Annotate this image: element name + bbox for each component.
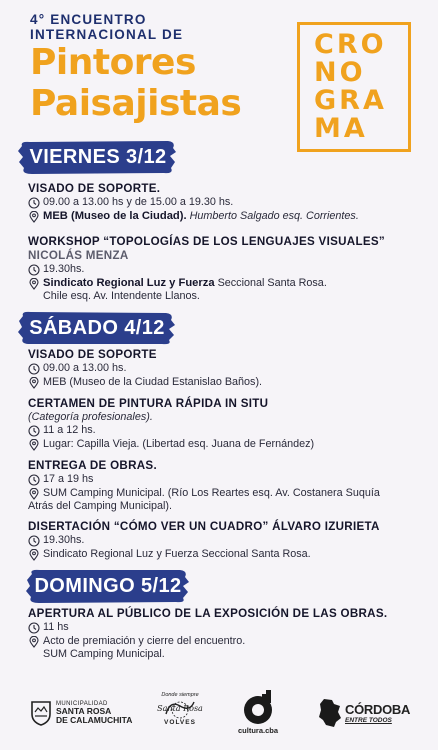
time-row — [28, 534, 423, 548]
sponsor-logos — [0, 688, 438, 743]
day-label: VIERNES 3/12 — [29, 145, 167, 168]
location-pin-icon — [28, 211, 40, 223]
place-row — [28, 438, 423, 452]
location-pin-icon — [28, 488, 40, 500]
event-header — [30, 12, 300, 124]
event-time: 17 a 19 hs — [43, 473, 94, 485]
event-certamen — [28, 397, 423, 451]
event-place: Sindicato Regional Luz y Fuerza Seccional Santa Rosa. — [43, 547, 311, 560]
location-pin-icon — [28, 377, 40, 389]
cultura-label: cultura.cba — [238, 726, 279, 735]
event-title-line1: Pintores — [30, 42, 196, 83]
day-banner-sabado — [18, 309, 176, 347]
time-row — [28, 473, 423, 487]
event-time: 11 a 12 hs. — [43, 424, 96, 436]
event-title: ENTREGA DE OBRAS. — [28, 459, 157, 472]
cronograma-line-3: GRA — [314, 85, 387, 116]
place-row — [28, 487, 423, 501]
day-banner-viernes — [18, 138, 178, 176]
edition-label-line2: INTERNACIONAL DE — [30, 27, 184, 42]
event-place-line2: Atrás del Camping Municipal). — [28, 500, 173, 512]
location-pin-icon — [28, 636, 40, 648]
event-apertura — [28, 607, 423, 662]
event-place: Sindicato Regional Luz y Fuerza — [43, 276, 215, 289]
event-entrega — [28, 459, 423, 514]
municipalidad-small: MUNICIPALIDAD — [56, 701, 108, 707]
event-address: Chile esq. Av. Intendente Llanos. — [43, 290, 200, 302]
logo-santa-rosa — [152, 692, 208, 726]
day-banner-domingo — [26, 567, 190, 605]
clock-icon — [28, 425, 40, 437]
event-place-line2: SUM Camping Municipal. — [43, 648, 165, 660]
event-title: DISERTACIÓN “CÓMO VER UN CUADRO” ÁLVARO IZURIETA — [28, 520, 380, 533]
place-row — [28, 277, 423, 291]
event-time: 09.00 a 13.00 hs. — [43, 362, 127, 374]
location-pin-icon — [28, 278, 40, 290]
event-title: WORKSHOP “TOPOLOGÍAS DE LOS LENGUAJES VISUALES” — [28, 235, 386, 248]
logo-cultura — [238, 690, 278, 735]
event-place: MEB (Museo de la Ciudad Estanislao Baños). — [43, 375, 263, 388]
clock-icon — [28, 363, 40, 375]
event-speaker: NICOLÁS MENZA — [28, 249, 129, 262]
time-row — [28, 362, 423, 376]
santa-rosa-bottom: VOLVES — [164, 719, 196, 726]
event-place: MEB (Museo de la Ciudad). — [43, 209, 187, 222]
event-place: Lugar: Capilla Vieja. (Libertad esq. Juana de Fernández) — [43, 437, 315, 450]
santa-rosa-top: Donde siempre — [161, 692, 199, 698]
event-note: (Categoría profesionales). — [28, 411, 153, 423]
event-workshop — [28, 235, 423, 304]
clock-icon — [28, 535, 40, 547]
place-row — [28, 210, 423, 224]
event-title-line2: Paisajistas — [30, 83, 242, 124]
clock-icon — [28, 474, 40, 486]
santa-rosa-script: Santa Rosa — [157, 704, 203, 713]
event-title: APERTURA AL PÚBLICO DE LA EXPOSICIÓN DE LAS OBRAS. — [28, 607, 388, 620]
event-disertacion — [28, 520, 423, 561]
clock-icon — [28, 264, 40, 276]
event-place: SUM Camping Municipal. (Río Los Reartes esq. Av. Costanera Suquía — [43, 486, 380, 499]
cordoba-label: CÓRDOBA — [345, 702, 411, 717]
clock-icon — [28, 197, 40, 209]
event-time: 19.30hs. — [43, 263, 85, 275]
time-row — [28, 424, 423, 438]
event-time: 11 hs — [43, 621, 69, 633]
event-time: 19.30hs. — [43, 534, 85, 546]
municipalidad-big2: DE CALAMUCHITA — [56, 715, 133, 725]
event-visado-viernes — [28, 182, 423, 223]
cultura-logo-icon — [240, 690, 276, 726]
cordoba-sub: ENTRE TODOS — [345, 717, 392, 724]
municipalidad-big1: SANTA ROSA — [56, 706, 112, 716]
place-row-line2 — [28, 500, 423, 514]
event-time: 09.00 a 13.00 hs y de 15.00 a 19.30 hs. — [43, 196, 234, 208]
cronograma-line-2: NO — [314, 57, 366, 88]
municipal-shield-icon — [30, 700, 52, 726]
place-row — [28, 376, 423, 390]
time-row — [28, 621, 423, 635]
cronograma-box — [297, 22, 411, 152]
day-label: DOMINGO 5/12 — [34, 574, 182, 597]
day-label: SÁBADO 4/12 — [29, 316, 165, 339]
event-title: CERTAMEN DE PINTURA RÁPIDA IN SITU — [28, 397, 269, 410]
place-row — [28, 635, 423, 649]
clock-icon — [28, 622, 40, 634]
event-title: VISADO DE SOPORTE — [28, 348, 157, 361]
location-pin-icon — [28, 439, 40, 451]
time-row — [28, 196, 423, 210]
time-row — [28, 263, 423, 277]
event-place-rest: Seccional Santa Rosa. — [217, 276, 327, 289]
edition-label: 4° ENCUENTRO — [30, 12, 147, 27]
event-address: Humberto Salgado esq. Corrientes. — [189, 209, 359, 222]
event-visado-sabado — [28, 348, 423, 389]
cronograma-line-4: MA — [314, 113, 368, 144]
place-row — [28, 548, 423, 562]
cronograma-line-1: CRO — [314, 29, 387, 60]
cordoba-map-icon — [318, 698, 342, 728]
logo-cordoba — [318, 698, 410, 728]
logo-municipalidad — [30, 700, 132, 726]
location-pin-icon — [28, 549, 40, 561]
event-title: VISADO DE SOPORTE. — [28, 182, 161, 195]
event-place: Acto de premiación y cierre del encuentro. — [43, 634, 246, 647]
